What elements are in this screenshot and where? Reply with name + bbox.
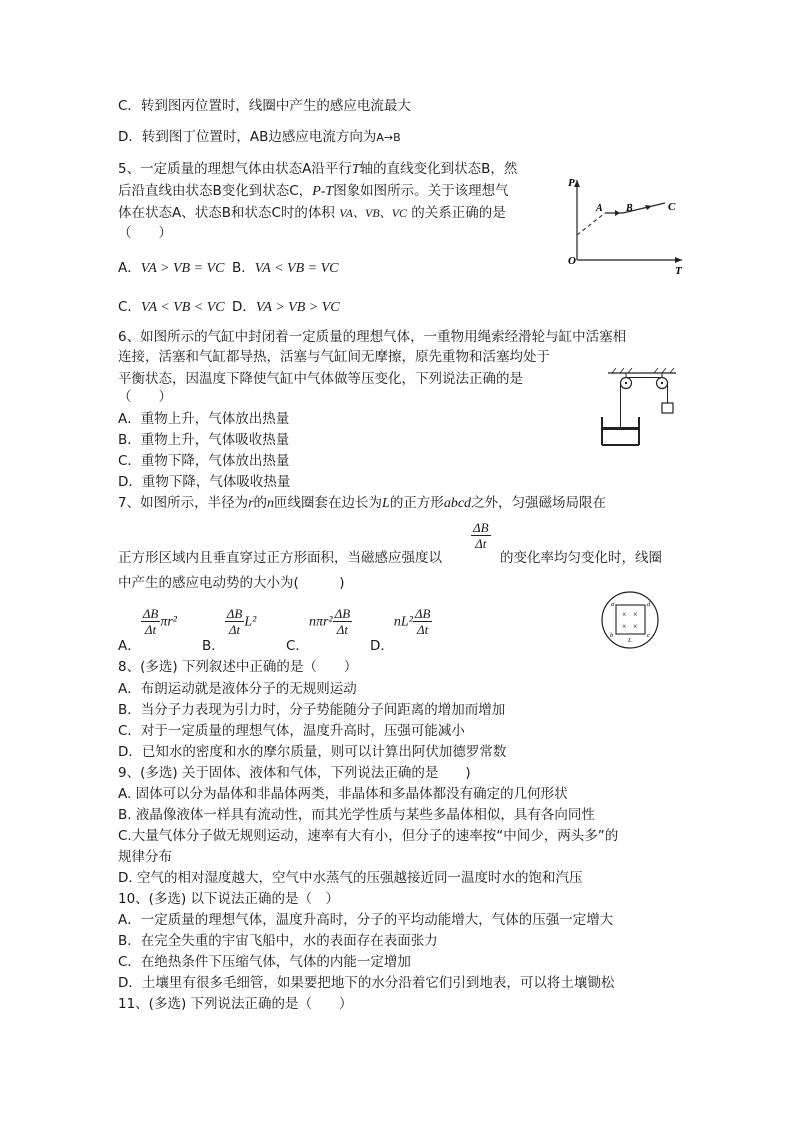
side-l-label: L [628, 637, 632, 644]
q7-line1-d: 的正方形 [389, 495, 444, 511]
q6-paren: （ ） [118, 389, 172, 405]
q11-title: 11、(多选) 下列说法正确的是（ ） [118, 996, 353, 1012]
graph-p-label: P [568, 177, 575, 189]
q7-option-c [286, 606, 352, 654]
piston [603, 427, 638, 430]
q7-r: r [248, 496, 254, 511]
q7-option-d-label: D． [370, 637, 394, 654]
p-axis-arrow-icon [574, 180, 580, 187]
q7-line1-b: 的 [253, 495, 268, 511]
q7-line1-e: 之外，匀强磁场局限在 [471, 495, 607, 511]
q7-option-b-label: B． [202, 637, 225, 654]
field-cross-icon: × [622, 622, 627, 631]
q5-option-c [118, 295, 225, 316]
q6-line2: 连接，活塞和气缸都导热，活塞与气缸间无摩擦，原先重物和活塞均处于 [118, 349, 550, 365]
q7-option-a-den: Δt [144, 622, 157, 637]
q9-option-c-line2: 规律分布 [118, 849, 172, 865]
q7-n: n [267, 496, 275, 511]
q5-line2-pt: P-T [312, 184, 334, 199]
q6-option-a: A．重物上升，气体放出热量 [118, 411, 290, 427]
q7-option-c-num: ΔB [334, 606, 351, 621]
graph-t-label: T [675, 265, 682, 277]
q10-option-c: C．在绝热条件下压缩气体，气体的内能一定增加 [118, 954, 411, 970]
q10-option-a: A．一定质量的理想气体，温度升高时，分子的平均动能增大，气体的压强一定增大 [118, 912, 614, 928]
q7-option-a [118, 606, 177, 654]
q6-line1: 6、如图所示的气缸中封闭着一定质量的理想气体，一重物用绳索经滑轮与缸中活塞相 [118, 329, 627, 345]
q7-rate-den: Δt [475, 536, 487, 551]
q10-option-b: B．在完全失重的宇宙飞船中，水的表面存在表面张力 [118, 933, 438, 949]
q5-option-a-label: A． [118, 260, 141, 276]
field-cross-icon: × [622, 610, 627, 619]
q8-option-b: B．当分子力表现为引力时，分子势能随分子间距离的增加而增加 [118, 702, 506, 718]
q7-option-d-num: ΔB [414, 606, 431, 621]
q7-line2b: 的变化率均匀变化时，线圈 [500, 550, 662, 566]
q7-abcd: abcd [443, 496, 472, 511]
q9-option-d: D. 空气的相对湿度越大，空气中水蒸气的压强越接近同一温度时水的饱和汽压 [118, 870, 583, 886]
q5-line2 [118, 182, 509, 201]
q7-option-a-label: A． [118, 637, 141, 654]
corner-d-label: d [647, 601, 651, 608]
q7-line2a: 正方形区域内且垂直穿过正方形面积，当磁感应强度以 [118, 550, 442, 566]
q7-option-b-num: ΔB [226, 606, 243, 621]
q5-option-d-label: D． [232, 299, 256, 315]
q6-line3: 平衡状态，因温度下降使气缸中气体做等压变化，下列说法正确的是 [118, 371, 523, 387]
q7-line1-c: 匝线圈套在边长为 [274, 495, 383, 511]
corner-b-label: b [610, 632, 614, 639]
q5-option-b-value: VA < VB = VC [254, 261, 339, 276]
q5-line2-a: 后沿直线由状态B变化到状态C， [118, 183, 313, 199]
q5-option-c-label: C． [118, 299, 141, 315]
q5-option-c-value: VA < VB < VC [140, 300, 225, 315]
q6-option-b: B．重物上升，气体吸收热量 [118, 432, 290, 448]
q8-title: 8、(多选) 下列叙述中正确的是（ ） [118, 659, 358, 675]
q7-option-d-den: Δt [417, 622, 429, 637]
q9-option-c-line1: C.大量气体分子做无规则运动，速率有大有小，但分子的速率按“中间少，两头多”的 [118, 828, 619, 844]
coil-square-figure [596, 590, 666, 652]
q5-option-d-value: VA > VB > VC [255, 300, 340, 315]
q5-line1-a: 5、一定质量的理想气体由状态A沿平行 [118, 161, 352, 177]
weight-block [662, 403, 673, 413]
q10-option-d: D．土壤里有很多毛细管，如果要把地下的水分沿着它们引到地表，可以将土壤锄松 [118, 975, 615, 991]
q8-option-a: A．布朗运动就是液体分子的无规则运动 [118, 681, 357, 697]
q7-option-d [370, 606, 432, 654]
q4-option-c: C．转到图丙位置时，线圈中产生的感应电流最大 [118, 98, 411, 114]
q7-option-a-num: ΔB [142, 606, 159, 621]
graph-point-a-label: A [596, 203, 603, 214]
q4-option-d-text: D．转到图丁位置时，AB边感应电流方向为 [118, 129, 377, 145]
q7-l: L [382, 496, 390, 511]
q8-option-d: D．已知水的密度和水的摩尔质量，则可以计算出阿伏加德罗常数 [118, 744, 507, 760]
q5-option-a-value: VA > VB = VC [140, 261, 225, 276]
q7-option-c-head: nπr² [308, 614, 333, 630]
q5-option-b [232, 256, 338, 277]
q7-option-b-tail: L² [244, 614, 257, 630]
graph-origin-label: O [568, 255, 576, 267]
q5-option-d [232, 295, 340, 316]
q7-option-c-den: Δt [336, 622, 349, 637]
q7-line1-a: 7、如图所示，半径为 [118, 495, 249, 511]
field-cross-icon: × [633, 610, 638, 619]
q5-option-b-label: B． [232, 260, 255, 276]
q9-option-b: B. 液晶像液体一样具有流动性，而其光学性质与某些多晶体相似，具有各向同性 [118, 807, 595, 823]
q5-line3-v: VA、VB、VC [339, 206, 407, 220]
ceiling-hatch [612, 368, 674, 373]
corner-a-label: a [611, 601, 615, 608]
q7-option-a-tail: πr² [160, 614, 177, 630]
q7-option-c-label: C． [286, 637, 309, 654]
corner-c-label: c [647, 632, 650, 639]
q8-option-c: C．对于一定质量的理想气体，温度升高时，压强可能减小 [118, 723, 465, 739]
q9-title: 9、(多选) 关于固体、液体和气体，下列说法正确的是 ) [118, 765, 471, 781]
q5-line3-a: 体在状态A、状态B和状态C时的体积 [118, 205, 335, 221]
q6-option-d: D．重物下降，气体吸收热量 [118, 474, 291, 490]
segment-ab-arrow-icon [615, 210, 620, 216]
q5-line1-b: 轴的直线变化到状态B，然 [359, 161, 518, 177]
q4-option-d-direction: A→B [376, 131, 401, 144]
graph-point-b-label: B [626, 203, 633, 214]
q5-line3 [118, 204, 506, 222]
q5-line3-b: 的关系正确的是 [411, 205, 506, 221]
q5-line1-t: T [351, 162, 360, 177]
q7-rate-num: ΔB [473, 520, 489, 535]
q7-option-b-den: Δt [228, 622, 241, 637]
q7-option-b [202, 606, 257, 654]
q7-line3: 中产生的感应电动势的大小为( ) [118, 575, 345, 591]
q9-option-a: A. 固体可以分为晶体和非晶体两类，非晶体和多晶体都没有确定的几何形状 [118, 786, 568, 802]
field-cross-icon: × [633, 622, 638, 631]
q5-option-a [118, 256, 224, 277]
t-axis-arrow-icon [675, 257, 682, 263]
q7-line1 [118, 494, 606, 513]
pt-graph-figure [560, 170, 690, 278]
q5-line1 [118, 160, 517, 179]
q7-rate-fraction [471, 520, 491, 551]
q4-option-d [118, 128, 401, 147]
dashed-extension-line [577, 213, 605, 235]
graph-point-c-label: C [668, 201, 676, 213]
cylinder-pulley-figure [598, 365, 688, 450]
q6-option-c: C．重物下降，气体放出热量 [118, 453, 290, 469]
q10-title: 10、(多选) 以下说法正确的是（ ） [118, 891, 340, 907]
q5-line2-b: 图象如图所示。关于该理想气 [333, 183, 509, 199]
q5-paren: （ ） [118, 225, 172, 241]
q7-option-d-head: nL² [393, 614, 413, 630]
